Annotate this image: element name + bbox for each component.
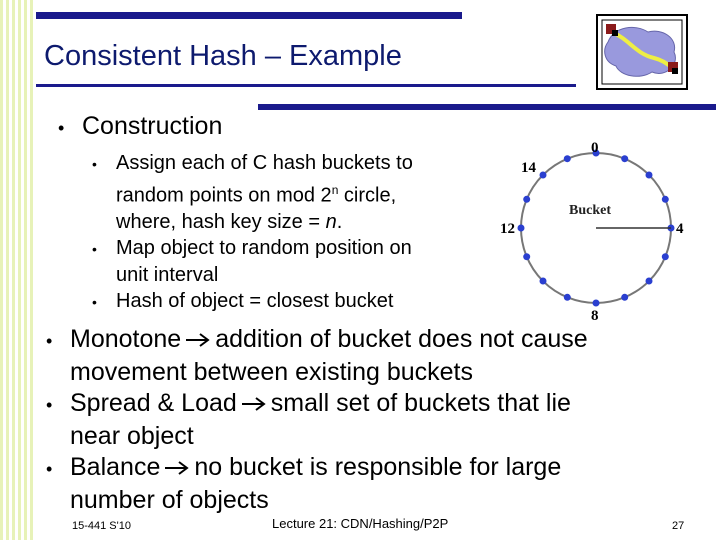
right-arrow-icon [185, 333, 211, 347]
main-bullet-3-lead: Balance [70, 453, 161, 481]
footer-page-number: 27 [672, 520, 685, 532]
main-bullet-list [46, 324, 588, 516]
ring-point [540, 278, 547, 285]
main-bullet-1-lead: Monotone [70, 325, 182, 353]
label-0: 0 [591, 140, 599, 156]
italic-n: n [325, 210, 337, 233]
bullet-dot: • [92, 293, 97, 310]
main-bullet-2-lead: Spread & Load [70, 389, 237, 417]
label-bucket: Bucket [569, 203, 611, 218]
hash-ring-diagram [488, 132, 714, 322]
superscript-n: n [331, 183, 339, 197]
main-bullet-2-rest: small set of buckets that lie [270, 389, 571, 417]
label-12: 12 [500, 221, 515, 237]
left-stripe-decoration [0, 0, 36, 540]
sub-bullet-3 [92, 288, 413, 315]
top-accent-bar [36, 12, 462, 19]
slide-title: Consistent Hash – Example [44, 40, 402, 72]
main-bullet-3 [46, 452, 588, 485]
ring-point [646, 172, 653, 179]
ring-point [662, 196, 669, 203]
section-accent-bar [258, 104, 716, 110]
main-bullet-3-cont: number of objects [70, 486, 269, 514]
sub-bullet-1-text-b: circle, [338, 184, 397, 207]
ring-point [518, 225, 525, 232]
sub-bullet-3-text: Hash of object = closest bucket [116, 289, 394, 312]
bullet-dot: • [46, 331, 53, 351]
main-bullet-1-rest: addition of bucket does not cause [215, 325, 588, 353]
sub-bullet-1-text: random points on mod 2 [116, 184, 332, 207]
ring-point [523, 253, 530, 260]
sub-bullet-1-line-3 [92, 209, 413, 235]
bullet-dot: • [92, 156, 97, 172]
main-bullet-1 [46, 324, 588, 357]
bullet-construction [58, 112, 222, 141]
ring-point [564, 294, 571, 301]
right-arrow-icon [241, 397, 267, 411]
sub-bullet-1-line-1: Assign each of C hash buckets to [116, 152, 413, 174]
sub-bullet-1 [92, 150, 413, 177]
bullet-dot: • [92, 240, 97, 257]
bullet-dot: • [46, 395, 53, 415]
main-bullet-3-rest: no bucket is responsible for large [194, 453, 562, 481]
ring-point [646, 278, 653, 285]
sub-bullet-2-line-2: unit interval [116, 263, 219, 286]
sub-bullet-2 [92, 235, 413, 262]
sub-bullet-1-period: . [336, 210, 343, 233]
ring-point [564, 155, 571, 162]
right-arrow-icon [164, 461, 190, 475]
network-logo-icon [596, 14, 688, 90]
footer-lecture: Lecture 21: CDN/Hashing/P2P [272, 516, 449, 531]
title-underline [36, 84, 576, 87]
bullet-dot: • [46, 459, 53, 479]
bullet-dot: • [58, 118, 65, 138]
sub-bullet-list [92, 150, 413, 315]
label-8: 8 [591, 308, 599, 322]
main-bullet-1-cont: movement between existing buckets [70, 358, 473, 386]
label-4: 4 [676, 221, 684, 237]
footer-course: 15-441 S'10 [72, 520, 131, 532]
ring-point [593, 300, 600, 307]
main-bullet-2 [46, 388, 588, 421]
ring-point [540, 172, 547, 179]
sub-bullet-1-text-c: where, hash key size = [116, 210, 326, 233]
ring-point [621, 155, 628, 162]
ring-point [523, 196, 530, 203]
sub-bullet-1-line-2 [92, 177, 413, 209]
ring-point [621, 294, 628, 301]
main-bullet-2-cont: near object [70, 422, 194, 450]
sub-bullet-2-line-1: Map object to random position on [116, 236, 412, 259]
label-14: 14 [521, 160, 536, 176]
ring-point [662, 253, 669, 260]
bullet-construction-text: Construction [82, 112, 223, 140]
